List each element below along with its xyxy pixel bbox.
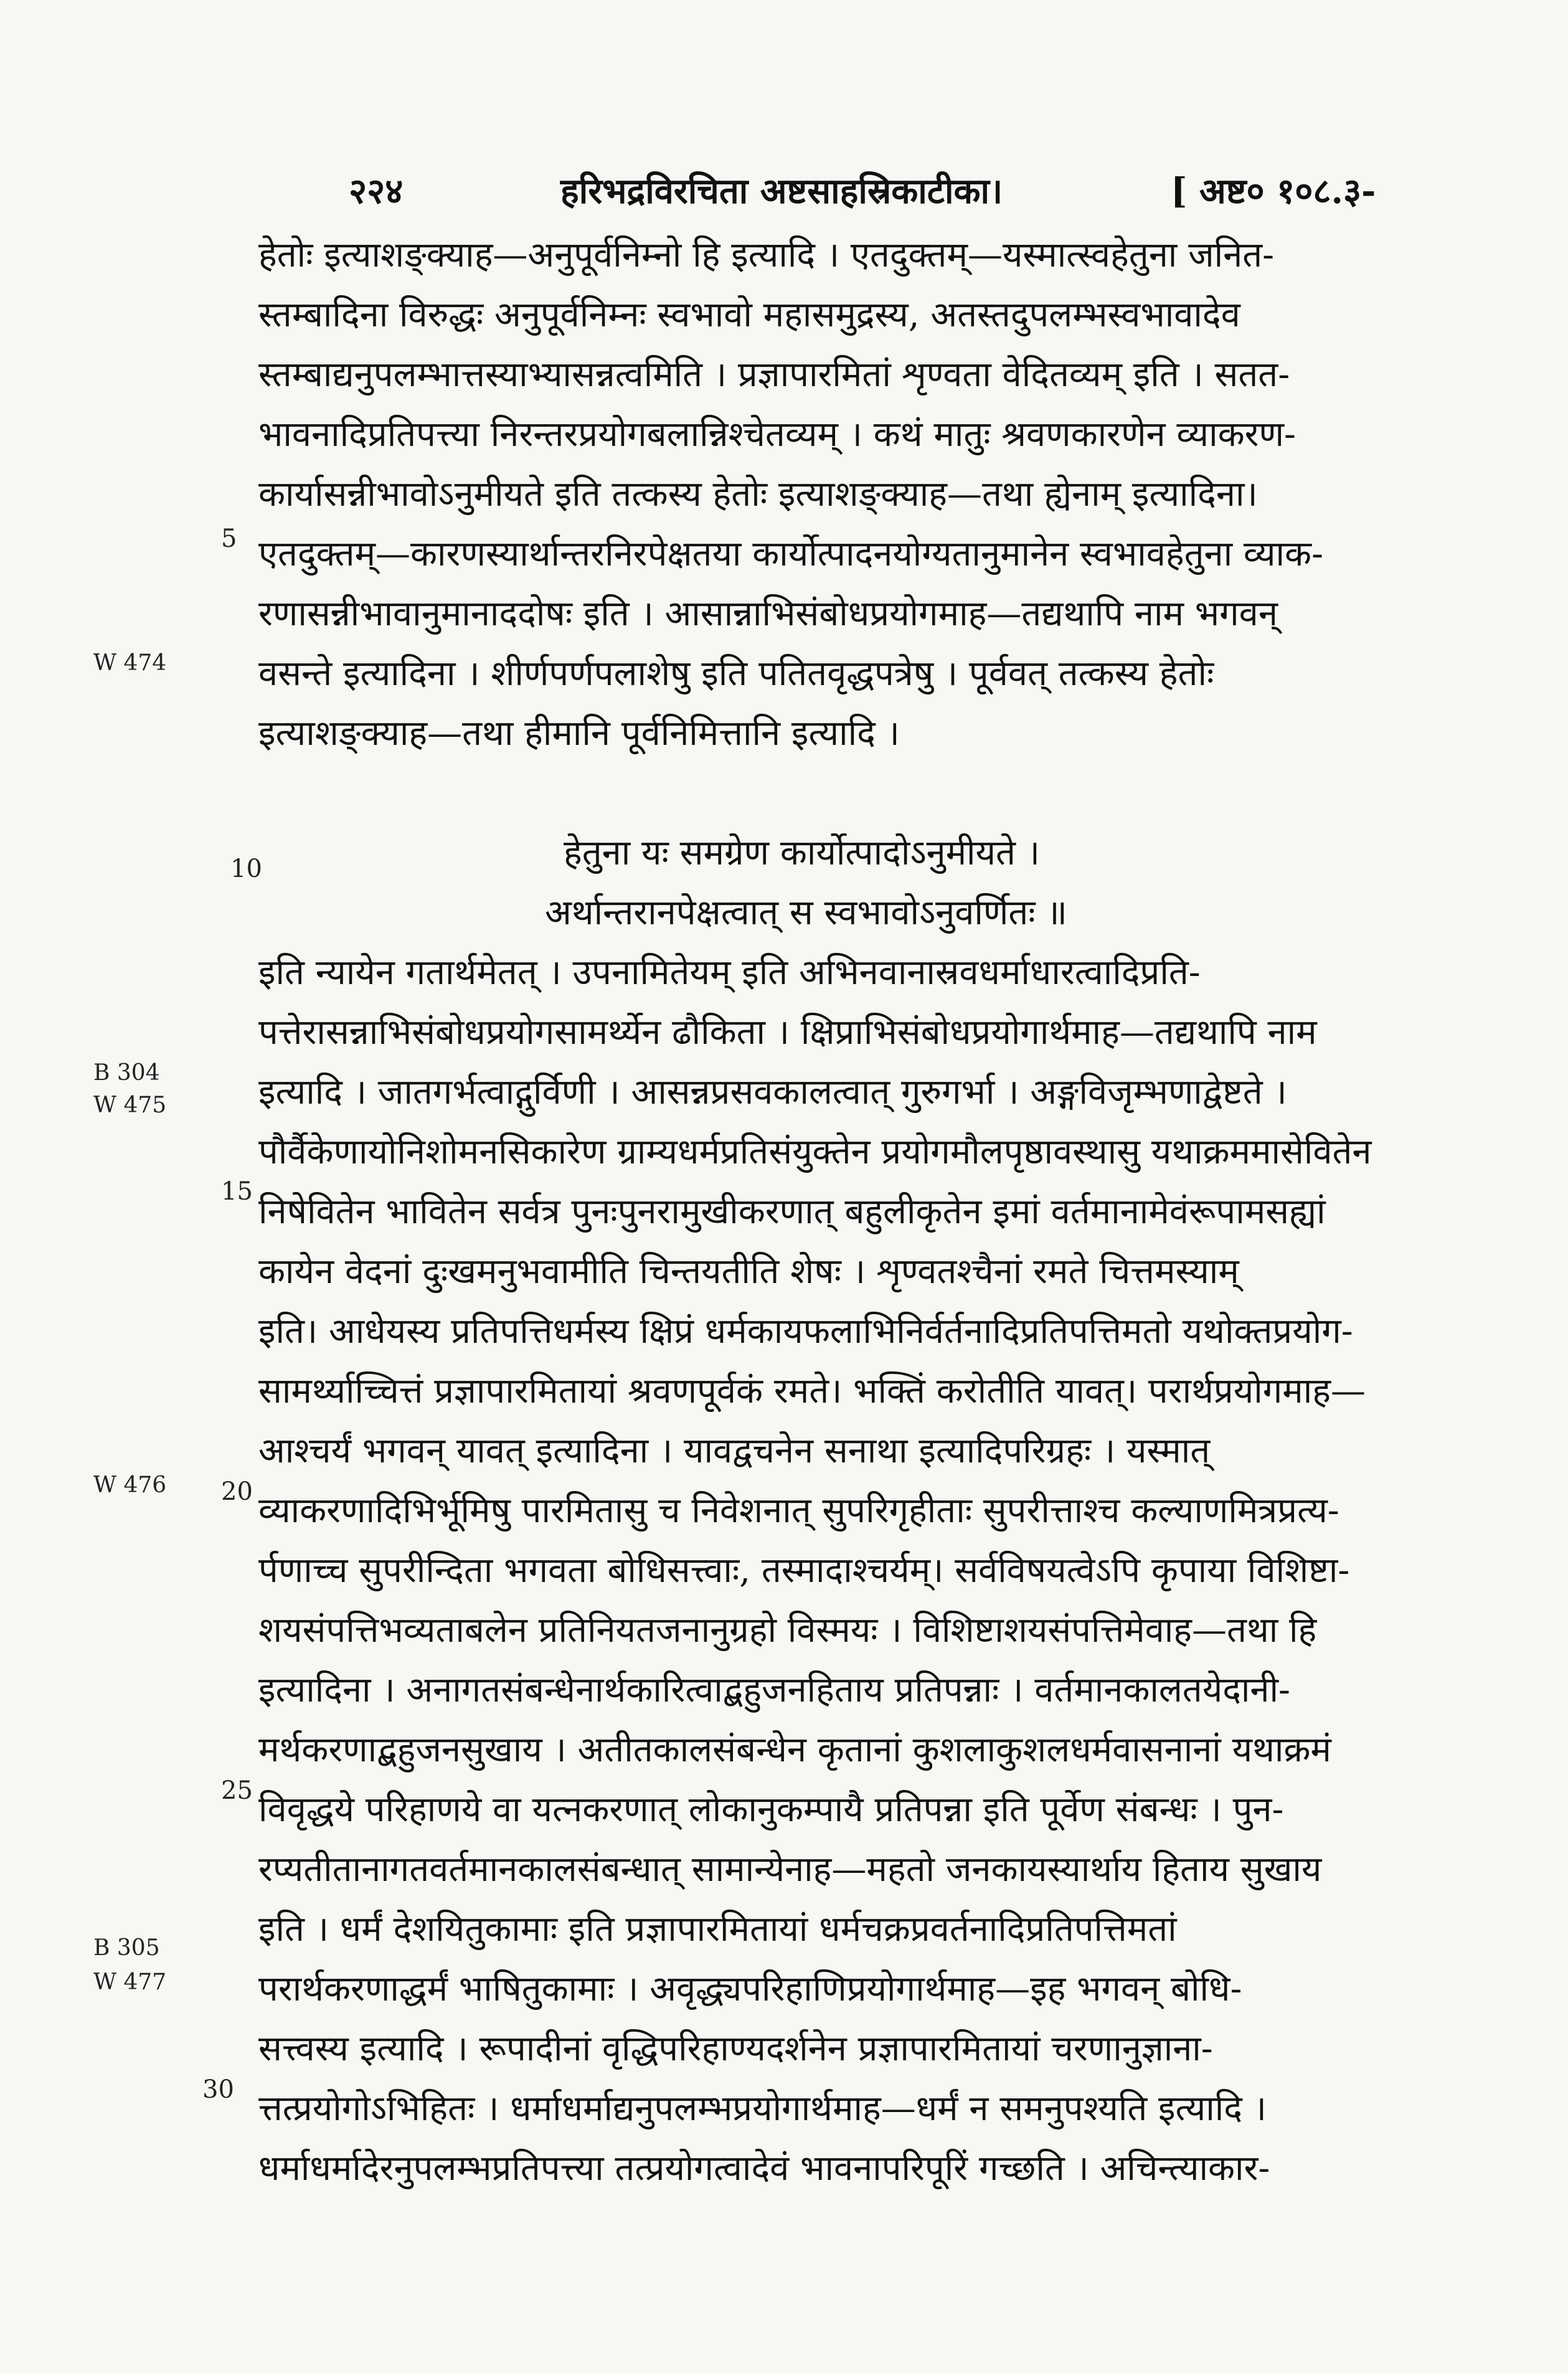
- text-line: कार्यासन्नीभावोऽनुमीयते इति तत्कस्य हेतोः इत्याशङ्क्याह—तथा ह्येनाम् इत्यादिना।: [258, 474, 1258, 514]
- main-text: [258, 225, 1438, 2199]
- text-line: सामर्थ्याच्चित्तं प्रज्ञापारमितायां श्रवणपूर्वकं रमते। भक्तिं करोतीति यावत्। परार्थप्रयोगमाह—: [258, 1371, 1366, 1411]
- line-number: 25: [221, 1776, 253, 1805]
- text-line: पौर्वैकेणायोनिशोमनसिकारेण ग्राम्यधर्मप्रतिसंयुक्तेन प्रयोगमौलपृष्ठावस्थासु यथाक्रममासेवितेन: [258, 1132, 1372, 1172]
- text-line: शयसंपत्तिभव्यताबलेन प्रतिनियतजनानुग्रहो विस्मयः । विशिष्टाशयसंपत्तिमेवाह—तथा हि: [258, 1610, 1317, 1651]
- text-line: इति। आधेयस्य प्रतिपत्तिधर्मस्य क्षिप्रं धर्मकायफलाभिनिर्वर्तनादिप्रतिपत्तिमतो यथोक्तप्रयोग-: [258, 1311, 1353, 1352]
- running-title: हरिभद्रविरचिता अष्टसाहस्रिकाटीका।: [560, 171, 1003, 212]
- margin-reference: W 475: [93, 1092, 167, 1118]
- text-line: इत्यादिना । अनागतसंबन्धेनार्थकारित्वाद्बहुजनहिताय प्रतिपन्नाः । वर्तमानकालतयेदानी-: [258, 1670, 1290, 1710]
- text-line: एतदुक्तम्—कारणस्यार्थान्तरनिरपेक्षतया कार्योत्पादनयोग्यतानुमानेन स्वभावहेतुना व्याक-: [258, 534, 1323, 574]
- text-line: व्याकरणादिभिर्भूमिषु पारमितासु च निवेशनात् सुपरिगृहीताः सुपरीत्ताश्च कल्याणमित्रप्रत्य-: [258, 1490, 1339, 1531]
- text-line: र्पणाच्च सुपरीन्दिता भगवता बोधिसत्त्वाः, तस्मादाश्चर्यम्। सर्वविषयत्वेऽपि कृपाया विशिष्टा-: [258, 1550, 1350, 1591]
- text-line: इति न्यायेन गतार्थमेतत् । उपनामितेयम् इति अभिनवानास्रवधर्माधारत्वादिप्रति-: [258, 952, 1201, 993]
- text-line: सत्त्वस्य इत्यादि । रूपादीनां वृद्धिपरिहाण्यदर्शनेन प्रज्ञापारमितायां चरणानुज्ञाना-: [258, 2029, 1213, 2069]
- page-header: [0, 163, 1568, 219]
- text-line: कायेन वेदनां दुःखमनुभवामीति चिन्तयतीति शेषः । शृण्वतश्चैनां रमते चित्तमस्याम्: [258, 1251, 1239, 1292]
- text-line: रप्यतीतानागतवर्तमानकालसंबन्धात् सामान्येनाह—महतो जनकायस्यार्थाय हिताय सुखाय: [258, 1849, 1322, 1890]
- text-line: रणासन्नीभावानुमानाददोषः इति । आसान्नाभिसंबोधप्रयोगमाह—तद्यथापि नाम भगवन्: [258, 594, 1278, 634]
- line-number: 5: [221, 524, 237, 553]
- text-line: परार्थकरणाद्धर्मं भाषितुकामाः । अवृद्ध्यपरिहाणिप्रयोगार्थमाह—इह भगवन् बोधि-: [258, 1969, 1242, 2009]
- page-number: २२४: [349, 171, 404, 212]
- text-line: स्तम्बादिना विरुद्धः अनुपूर्वनिम्नः स्वभावो महासमुद्रस्य, अतस्तदुपलम्भस्वभावादेव: [258, 295, 1240, 335]
- text-line: भावनादिप्रतिपत्त्या निरन्तरप्रयोगबलान्निश्चेतव्यम् । कथं मातुः श्रवणकारणेन व्याकरण-: [258, 414, 1296, 455]
- margin-reference: W 474: [93, 650, 167, 676]
- margin-reference: B 304: [93, 1060, 160, 1086]
- verse-line: अर्थान्तरानपेक्षत्वात् स स्वभावोऽनुवर्णितः ॥: [545, 893, 1067, 933]
- text-line: इत्याशङ्क्याह—तथा हीमानि पूर्वनिमित्तानि इत्यादि ।: [258, 713, 900, 754]
- text-line: धर्माधर्मादेरनुपलम्भप्रतिपत्त्या तत्प्रयोगत्वादेवं भावनापरिपूरिं गच्छति । अचिन्त्याकार-: [258, 2148, 1270, 2189]
- margin-reference: W 477: [93, 1969, 167, 1995]
- line-number: 10: [230, 855, 262, 883]
- line-number: 15: [221, 1177, 253, 1206]
- text-line: वसन्ते इत्यादिना । शीर्णपर्णपलाशेषु इति पतितवृद्धपत्रेषु । पूर्ववत् तत्कस्य हेतोः: [258, 653, 1214, 694]
- margin-reference: B 305: [93, 1935, 160, 1961]
- text-line: स्तम्बाद्यनुपलम्भात्तस्याभ्यासन्नत्वमिति । प्रज्ञापारमितां शृण्वता वेदितव्यम् इति । सतत-: [258, 354, 1290, 395]
- line-number: 20: [221, 1477, 253, 1506]
- verse-line: हेतुना यः समग्रेण कार्योत्पादोऽनुमीयते ।: [564, 833, 1040, 873]
- text-line: त्तत्प्रयोगोऽभिहितः । धर्माधर्माद्यनुपलम्भप्रयोगार्थमाह—धर्मं न समनुपश्यति इत्यादि ।: [258, 2088, 1267, 2129]
- section-reference: [ अष्ट० १०८.३-: [1171, 171, 1376, 212]
- text-line: निषेवितेन भावितेन सर्वत्र पुनःपुनरामुखीकरणात् बहुलीकृतेन इमां वर्तमानामेवंरूपामसह्यां: [258, 1191, 1326, 1232]
- text-line: पत्तेरासन्नाभिसंबोधप्रयोगसामर्थ्येन ढौकिता । क्षिप्राभिसंबोधप्रयोगार्थमाह—तद्यथापि नाम: [258, 1012, 1317, 1053]
- text-line: विवृद्धये परिहाणये वा यत्नकरणात् लोकानुकम्पायै प्रतिपन्ना इति पूर्वेण संबन्धः । पुन-: [258, 1789, 1284, 1830]
- text-line: इत्यादि । जातगर्भत्वाद्गुर्विणी । आसन्नप्रसवकालत्वात् गुरुगर्भा । अङ्गविजृम्भणाद्वेष्टते ।: [258, 1072, 1287, 1112]
- text-line: इति । धर्मं देशयितुकामाः इति प्रज्ञापारमितायां धर्मचक्रप्रवर्तनादिप्रतिपत्तिमतां: [258, 1909, 1177, 1949]
- margin-reference: W 476: [93, 1472, 167, 1498]
- line-number: 30: [202, 2075, 234, 2104]
- text-line: हेतोः इत्याशङ्क्याह—अनुपूर्वनिम्नो हि इत्यादि । एतदुक्तम्—यस्मात्स्वहेतुना जनित-: [258, 235, 1275, 275]
- text-line: मर्थकरणाद्बहुजनसुखाय । अतीतकालसंबन्धेन कृतानां कुशलाकुशलधर्मवासनानां यथाक्रमं: [258, 1730, 1331, 1770]
- text-line: आश्चर्यं भगवन् यावत् इत्यादिना । यावद्वचनेन सनाथा इत्यादिपरिग्रहः । यस्मात्: [258, 1431, 1211, 1471]
